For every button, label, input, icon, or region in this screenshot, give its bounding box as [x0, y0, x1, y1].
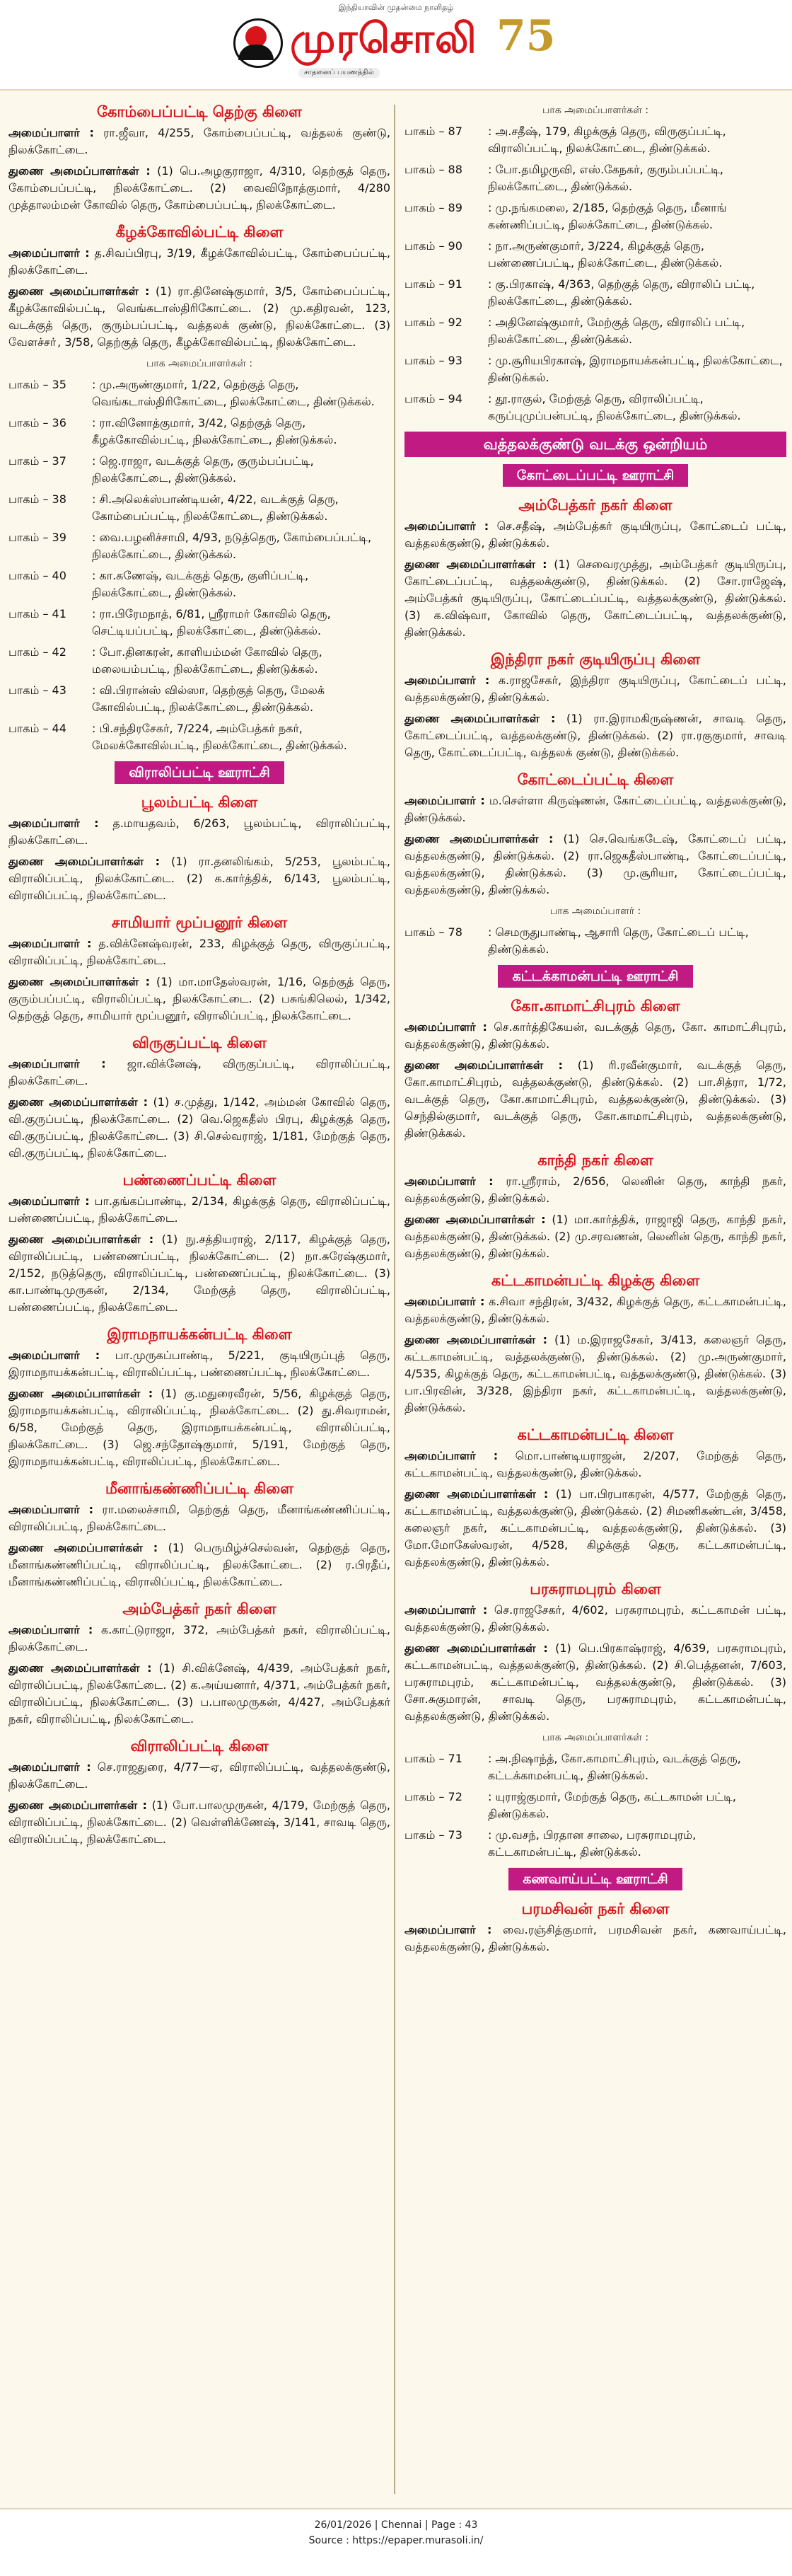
role-details: த.சிவப்பிரபு, 3/19, கீழக்கோவில்பட்டி, கோம்பைப்பட்டி, நிலக்கோட்டை. [8, 246, 391, 277]
booth-organisers-subheading: பாக அமைப்பாளர்கள் : [542, 105, 649, 116]
branch-heading: விருகுப்பட்டி கிளை [132, 1034, 267, 1051]
role-label: துணை அமைப்பாளர்கள் : [8, 1095, 148, 1109]
role-details: செ.கார்த்திகேயன், வடக்குத் தெரு, கோ. காமாட்சிபுரம், வத்தலக்குண்டு, திண்டுக்கல். [404, 1020, 787, 1051]
office-bearer-entry [404, 1019, 786, 1053]
office-bearer-entry [8, 853, 390, 904]
booth-entry [404, 391, 786, 424]
booth-organiser-details: : ரா.பிரேமநாத், 6/81, ஸ்ரீராமர் கோவில் தெரு, செட்டியப்பட்டி, நிலக்கோட்டை, திண்டுக்கல். [92, 607, 331, 637]
branch-heading: அம்பேத்கர் நகர் கிளை [518, 497, 672, 514]
role-details: (1) சி.விக்னேஷ், 4/439, அம்பேத்கர் நகர், விராலிப்பட்டி, நிலக்கோட்டை. (2) க.அய்யனார், 4/371, அம்பேத்கர் நகர், விராலிப்பட்டி, நிலக்கோட்டை. (3) ப.பாலமுருகன், 4/427, அம்பேத்கர் நகர், விராலிப்பட்டி, நிலக்கோட்டை. [8, 1661, 390, 1726]
panchayat-banner [404, 432, 786, 457]
booth-number: பாகம் – 78 [404, 925, 462, 939]
footer-date-page: 26/01/2026 | Chennai | Page : 43 [314, 2519, 478, 2531]
role-label: அமைப்பாளர் : [404, 519, 489, 533]
branch-heading: பரமசிவன் நகர் கிளை [521, 1900, 670, 1917]
role-label: அமைப்பாளர் : [404, 1174, 494, 1188]
booth-entry [404, 314, 786, 348]
office-bearer-entry [8, 1501, 390, 1535]
role-details: (1) மா.கார்த்திக், ராஜாஜி தெரு, காந்தி நகர், வத்தலக்குண்டு, திண்டுக்கல். (2) மு.சரவணன், லெனின் தெரு, காந்தி நகர், வத்தலக்குண்டு, திண்டுக்கல். [404, 1213, 786, 1260]
office-bearer-entry [404, 1448, 786, 1482]
role-details: (1) பெ.பிரகாஷ்ராஜ், 4/639, பரசுராமபுரம், கட்டகாமன்பட்டி, வத்தலக்குண்டு, திண்டுக்கல். (2) சி.பெத்தனன், 7/603, பரசுராமபுரம், கட்டகாமன்பட்டி, வத்தலக்குண்டு, திண்டுக்கல். (3) சோ.சுகுமாரன், சாவடி தெரு, பரசுராமபுரம், கட்டகாமன்பட்டி, வத்தலக்குண்டு, திண்டுக்கல். [404, 1641, 786, 1723]
booth-organiser-details: : யுராஜ்குமார், மேற்குத் தெரு, கட்டகாமன் பட்டி, திண்டுக்கல். [488, 1790, 736, 1820]
branch-heading: பரசுராமபுரம் கிளை [530, 1581, 661, 1598]
role-label: துணை அமைப்பாளர்கள் : [8, 855, 161, 868]
role-details: (1) செவைரமுத்து, அம்பேத்கர் குடியிருப்பு, கோட்டைப்பட்டி, வத்தலக்குண்டு, திண்டுக்கல். (2) சோ.ராஜேஷ், அம்பேத்கர் குடியிருப்பு, கோட்டைப்பட்டி, வத்தலக்குண்டு, திண்டுக்கல். (3) க.விஷ்வா, கோவில் தெரு, கோட்டைப்பட்டி, வத்தலக்குண்டு, திண்டுக்கல். [404, 558, 786, 639]
booth-entry [8, 376, 390, 410]
booth-number: பாகம் – 72 [404, 1790, 462, 1803]
role-label: அமைப்பாளர் : [8, 816, 99, 830]
newspaper-logo [233, 11, 559, 79]
booth-entry [8, 644, 390, 678]
booth-entry [404, 1789, 786, 1823]
panchayat-banner-label: கட்டக்காமன்பட்டி ஊராட்சி [498, 965, 692, 988]
booth-organiser-details: : அ.சதீஷ், 179, கிழக்குத் தெரு, விருகுப்பட்டி, விராலிப்பட்டி, நிலக்கோட்டை, திண்டுக்கல். [488, 125, 726, 155]
booth-organiser-details: : மு.அருண்குமார், 1/22, தெற்குத் தெரு, வெங்கடாஸ்திரிகோட்டை, நிலக்கோட்டை, திண்டுக்கல். [92, 378, 375, 408]
role-label: அமைப்பாளர் : [8, 937, 92, 950]
role-label: துணை அமைப்பாளர்கள் : [404, 1487, 549, 1501]
booth-entry [404, 1750, 786, 1784]
role-details: (1) ரா.தனலிங்கம், 5/253, பூலம்பட்டி, விராலிப்பட்டி, நிலக்கோட்டை. (2) க.கார்த்திக், 6/143, பூலம்பட்டி, விராலிப்பட்டி, நிலக்கோட்டை. [8, 855, 390, 902]
role-details: ஜா.விக்னேஷ், விருகுப்பட்டி, விராலிப்பட்டி, நிலக்கோட்டை. [8, 1057, 391, 1087]
booth-number: பாகம் – 93 [404, 354, 462, 367]
role-details: பா.தங்கப்பாண்டி, 2/134, கிழக்குத் தெரு, விராலிப்பட்டி, பண்ணைப்பட்டி, நிலக்கோட்டை. [8, 1194, 391, 1225]
booth-number: பாகம் – 39 [8, 531, 66, 544]
office-bearer-entry [8, 1622, 390, 1656]
office-bearer-entry [404, 1486, 786, 1571]
role-details: (1) ச.முத்து, 1/142, அம்மன் கோவில் தெரு, வி.குருப்பட்டி, நிலக்கோட்டை. (2) வெ.ஜெகதீஸ் பிரபு, கிழக்குத் தெரு, வி.குருப்பட்டி, நிலக்கோட்டை. (3) சி.செல்வராஜ், 1/181, மேற்குத் தெரு, வி.குருப்பட்டி, நிலக்கோட்டை. [8, 1095, 390, 1160]
role-details: ரா.ஸ்ரீராம், 2/656, லெனின் தெரு, காந்தி நகர், வத்தலக்குண்டு, திண்டுக்கல். [404, 1174, 786, 1205]
office-bearer-entry [8, 1231, 390, 1316]
role-details: க.ராஜசேகர், இந்திரா குடியிருப்பு, கோட்டைப் பட்டி, வத்தலக்குண்டு, திண்டுக்கல். [404, 674, 786, 704]
role-label: துணை அமைப்பாளர்கள் : [404, 1058, 563, 1072]
role-label: துணை அமைப்பாளர்கள் : [8, 284, 150, 298]
booth-organiser-details: : சி.அலெக்ஸ்பாண்டியன், 4/22, வடக்குத் தெரு, கோம்பைப்பட்டி, நிலக்கோட்டை, திண்டுக்கல். [92, 492, 339, 523]
booth-number: பாகம் – 40 [8, 569, 66, 582]
branch-heading: கட்டகாமன்பட்டி கிளை [517, 1426, 674, 1443]
booth-number: பாகம் – 36 [8, 416, 66, 429]
office-bearer-entry [8, 1193, 390, 1227]
role-label: அமைப்பாளர் : [8, 126, 94, 139]
role-label: அமைப்பாளர் : [404, 1295, 485, 1308]
booth-number: பாகம் – 92 [404, 316, 462, 329]
branch-heading: பண்ணைப்பட்டி கிளை [122, 1172, 276, 1189]
booth-organiser-details: : கா.கணேஷ், வடக்குத் தெரு, குளிப்பட்டி, நிலக்கோட்டை, திண்டுக்கல். [92, 569, 309, 599]
booth-number: பாகம் – 91 [404, 277, 462, 291]
page-footer [0, 2517, 792, 2548]
role-label: அமைப்பாளர் : [404, 1603, 488, 1617]
office-bearer-entry [404, 1602, 786, 1636]
office-bearer-entry [404, 1640, 786, 1725]
role-details: (1) நு.சத்தியராஜ், 2/117, கிழக்குத் தெரு, விராலிப்பட்டி, பண்ணைப்பட்டி, நிலக்கோட்டை. (2) நா.சுரேஷ்குமார், 2/152, நடுத்தெரு, விராலிப்பட்டி, பண்ணைப்பட்டி, நிலக்கோட்டை. (3) கா.பாண்டிமுருகன், 2/134, மேற்குத் தெரு, விராலிப்பட்டி, பண்ணைப்பட்டி, நிலக்கோட்டை. [8, 1232, 391, 1314]
role-details: (1) ரா.தினேஷ்குமார், 3/5, கோம்பைப்பட்டி, கீழக்கோவில்பட்டி, வெங்கடாஸ்திரிகோட்டை. (2) மு.கதிரவன், 123, வடக்குத் தெரு, குரும்பப்பட்டி, வத்தலக் குண்டு, நிலக்கோட்டை. (3) வேளச்சா், 3/58, தெற்குத் தெரு, கீழக்கோவில்பட்டி, நிலக்கோட்டை. [8, 284, 390, 349]
role-details: (1) ம.இராஜசேகர், 3/413, கலைஞர் தெரு, கட்டகாமன்பட்டி, வத்தலக்குண்டு, திண்டுக்கல். (2) மு.அருண்குமார், 4/535, கிழக்குத் தெரு, கட்டகாமன்பட்டி, வத்தலக்குண்டு, திண்டுக்கல். (3) பா.பிரவின், 3/328, இந்திரா நகர், கட்டகாமன்பட்டி, வத்தலக்குண்டு, திண்டுக்கல். [404, 1333, 786, 1414]
anniversary-mark: 75 [496, 11, 556, 61]
booth-number: பாகம் – 90 [404, 239, 462, 253]
role-details: செ.ராஜதுரை, 4/77—ஏ, விராலிப்பட்டி, வத்தலக்குண்டு, நிலக்கோட்டை. [8, 1760, 391, 1791]
role-label: துணை அமைப்பாளர்கள் : [404, 1641, 548, 1655]
column-divider [394, 105, 395, 2494]
branch-heading: கோ.காமாட்சிபுரம் கிளை [511, 998, 680, 1015]
booth-organiser-details: : நா.அருண்குமார், 3/224, கிழக்குத் தெரு, பண்ணைப்பட்டி, நிலக்கோட்டை, திண்டுக்கல். [488, 239, 723, 270]
office-bearer-entry [8, 283, 390, 351]
role-details: செ.சதீஷ், அம்பேத்கர் குடியிருப்பு, கோட்டைப் பட்டி, வத்தலக்குண்டு, திண்டுக்கல். [404, 519, 787, 550]
booth-organiser-details: : மு.சூரியபிரகாஷ், இராமநாயக்கன்பட்டி, நிலக்கோட்டை, திண்டுக்கல். [488, 354, 783, 384]
role-details: ரா.மலைச்சாமி, தெற்குத் தெரு, மீனாங்கண்ணிப்பட்டி, விராலிப்பட்டி, நிலக்கோட்டை. [8, 1503, 390, 1533]
booth-number: பாகம் – 87 [404, 125, 462, 138]
office-bearer-entry [404, 518, 786, 552]
role-details: ரா.ஜீவா, 4/255, கோம்பைப்பட்டி, வத்தலக் குண்டு, நிலக்கோட்டை. [8, 126, 390, 156]
office-bearer-entry [8, 1759, 390, 1793]
booth-entry [404, 200, 786, 233]
role-label: அமைப்பாளர் : [8, 1194, 90, 1208]
booth-entry [8, 415, 390, 449]
office-bearer-entry [404, 1922, 786, 1956]
masthead-tagline: இந்தியாவின் முதன்மை நாளிதழ் [338, 3, 454, 12]
role-label: துணை அமைப்பாளர்கள் : [8, 1387, 153, 1400]
branch-heading: காந்தி நகர் கிளை [537, 1152, 653, 1169]
role-details: பா.முருகப்பாண்டி, 5/221, குடியிருப்புத் தெரு, இராமநாயக்கன்பட்டி, விராலிப்பட்டி, பண்ணைப்பட்டி, நிலக்கோட்டை. [8, 1348, 391, 1379]
role-details: (1) போ.பாலமுருகன், 4/179, மேற்குத் தெரு, விராலிப்பட்டி, நிலக்கோட்டை. (2) வெள்ளிக்ணேஷ், 3/141, சாவடி தெரு, விராலிப்பட்டி, நிலக்கோட்டை. [8, 1798, 390, 1846]
branch-heading: அம்பேத்கர் நகர் கிளை [122, 1600, 276, 1617]
role-label: துணை அமைப்பாளர்கள் : [8, 164, 151, 178]
panchayat-banner-label: விராலிப்பட்டி ஊராட்சி [115, 761, 284, 784]
booth-entry [8, 606, 390, 640]
panchayat-banner [404, 965, 786, 988]
office-bearer-entry [404, 1173, 786, 1207]
role-label: அமைப்பாளர் : [404, 1020, 487, 1034]
office-bearer-entry [404, 1332, 786, 1416]
role-details: (1) செ.வெங்கடேஷ், கோட்டைப் பட்டி, வத்தலக்குண்டு, திண்டுக்கல். (2) ரா.ஜெகதீஸ்பாண்டி, கோட்டைப்பட்டி, வத்தலக்குண்டு, திண்டுக்கல். (3) மு.சூரியா, கோட்டைப்பட்டி, வத்தலக்குண்டு, திண்டுக்கல். [404, 832, 786, 896]
union-banner-label: வத்தலக்குண்டு வடக்கு ஒன்றியம் [404, 432, 786, 457]
role-label: துணை அமைப்பாளர்கள் : [404, 1333, 548, 1346]
office-bearer-entry [8, 1347, 390, 1381]
booth-organiser-details: : பி.சந்திரசேகர், 7/224, அம்பேத்கர் நகர், மேலக்கோவில்பட்டி, நிலக்கோட்டை, திண்டுக்கல். [92, 722, 347, 752]
role-details: மொ.பாண்டியராஜன், 2/207, மேற்குத் தெரு, கட்டகாமன்பட்டி, வத்தலக்குண்டு, திண்டுக்கல். [404, 1449, 787, 1479]
office-bearer-entry [404, 831, 786, 899]
office-bearer-entry [404, 672, 786, 706]
role-details: (1) ரா.இராமகிருஷ்ணன், சாவடி தெரு, கோட்டைப்பட்டி, வத்தலக்குண்டு, திண்டுக்கல். (2) ரா.ரகுகுமார், சாவடி தெரு, கோட்டைப்பட்டி, வத்தலக் குண்டு, திண்டுக்கல். [404, 712, 786, 759]
booth-number: பாகம் – 38 [8, 492, 66, 506]
role-label: துணை அமைப்பாளர்கள் : [8, 1798, 147, 1812]
booth-entry [8, 567, 390, 601]
booth-entry [404, 161, 786, 195]
booth-number: பாகம் – 41 [8, 607, 66, 620]
office-bearer-entry [8, 815, 390, 849]
role-label: அமைப்பாளர் : [8, 246, 90, 260]
booth-number: பாகம் – 89 [404, 201, 462, 214]
booth-number: பாகம் – 88 [404, 163, 462, 176]
booth-organiser-details: : போ.தமிழருவி, எஸ்.கேநகர், குரும்பப்பட்டி, நிலக்கோட்டை, திண்டுக்கல். [488, 163, 723, 193]
role-details: த.மாயதவம், 6/263, பூலம்பட்டி, விராலிப்பட்டி, நிலக்கோட்டை. [8, 816, 391, 847]
office-bearer-entry [8, 245, 390, 279]
office-bearer-entry [8, 1385, 390, 1470]
booth-number: பாகம் – 42 [8, 645, 66, 659]
branch-heading: சாமியார் மூப்பனூர் கிளை [111, 914, 288, 931]
booth-number: பாகம் – 35 [8, 378, 66, 391]
branch-heading: கோம்பைப்பட்டி தெற்கு கிளை [97, 103, 302, 120]
office-bearer-entry [8, 1094, 390, 1162]
footer-source: Source : https://epaper.murasoli.in/ [308, 2535, 484, 2546]
role-details: (1) மா.மாதேஸ்வரன், 1/16, தெற்குத் தெரு, குரும்பப்பட்டி, விராலிப்பட்டி, நிலக்கோட்டை. (2) பசுங்கிலெல், 1/342, தெற்குத் தெரு, சாமியார் மூப்பனூர், விராலிப்பட்டி, நிலக்கோட்டை. [8, 975, 390, 1022]
booth-entry [404, 123, 786, 157]
role-label: துணை அமைப்பாளர்கள் : [404, 558, 547, 571]
booth-entry [8, 720, 390, 754]
role-details: செ.ராஜசேகர், 4/602, பரசுராமபுரம், கட்டகாமன் பட்டி, வத்தலக்குண்டு, திண்டுக்கல். [404, 1603, 787, 1634]
role-details: (1) ரி.ரவீன்குமார், வடக்குத் தெரு, கோ.காமாட்சிபுரம், வத்தலக்குண்டு, திண்டுக்கல். (2) பா.சித்ரா, 1/72, வடக்குத் தெரு, கோ.காமாட்சிபுரம், வத்தலக்குண்டு, திண்டுக்கல். (3) செந்தில்குமார், வடக்குத் தெரு, கோ.காமாட்சிபுரம், வத்தலக்குண்டு, திண்டுக்கல். [404, 1058, 786, 1140]
office-bearer-entry [404, 1293, 786, 1327]
office-bearer-entry [8, 125, 390, 158]
office-bearer-entry [8, 1540, 390, 1590]
booth-organiser-details: : அதினேஷ்குமார், மேற்குத் தெரு, விராலிப் பட்டி, நிலக்கோட்டை, திண்டுக்கல். [488, 316, 745, 346]
office-bearer-entry [8, 1056, 390, 1090]
booth-entry [8, 491, 390, 525]
role-details: (1) பா.பிரபாகரன், 4/577, மேற்குத் தெரு, கட்டகாமன்பட்டி, வத்தலக்குண்டு, திண்டுக்கல். (2) சிமணிகண்டன், 3/458, கலைஞர் நகர், கட்டகாமன்பட்டி, வத்தலக்குண்டு, திண்டுக்கல். (3) மோ.மோகேஸ்வரன், 4/528, கிழக்குத் தெரு, கட்டகாமன்பட்டி, வத்தலக்குண்டு, திண்டுக்கல். [404, 1487, 787, 1569]
booth-organiser-details: : போ.தினகரன், காளியம்மன் கோவில் தெரு, மலையம்பட்டி, நிலக்கோட்டை, திண்டுக்கல். [92, 645, 322, 676]
office-bearer-entry [404, 710, 786, 761]
booth-entry [404, 924, 786, 958]
role-details: ம.செள்ளா கிருஷ்ணன், கோட்டைப்பட்டி, வத்தலக்குண்டு, திண்டுக்கல். [404, 794, 786, 824]
role-details: க.சிவா சந்திரன், 3/432, கிழக்குத் தெரு, கட்டகாமன்பட்டி, வத்தலக்குண்டு, திண்டுக்கல். [404, 1295, 786, 1325]
booth-organiser-details: : ரா.வினோத்குமார், 3/42, தெற்குத் தெரு, கீழக்கோவில்பட்டி, நிலக்கோட்டை, திண்டுக்கல். [92, 416, 337, 446]
booth-organiser-details: : தூ.ராகுல், மேற்குத் தெரு, விராலிப்பட்டி, கருப்புமுப்பன்பட்டி, நிலக்கோட்டை, திண்டுக்கல். [488, 392, 741, 422]
role-label: அமைப்பாளர் : [404, 794, 485, 807]
booth-organiser-details: : கு.பிரகாஷ், 4/363, தெற்குத் தெரு, விராலிப் பட்டி, நிலக்கோட்டை, திண்டுக்கல். [488, 277, 755, 308]
rising-sun-emblem-icon [233, 18, 283, 68]
office-bearer-entry [404, 1211, 786, 1262]
role-label: துணை அமைப்பாளர்கள் : [8, 975, 150, 988]
role-details: வை.ரஞ்சித்குமார், பரமசிவன் நகர், கணவாய்பட்டி, வத்தலக்குண்டு, திண்டுக்கல். [404, 1923, 787, 1953]
booth-organiser-details: : அ.நிஷாந்த், கோ.காமாட்சிபுரம், வடக்குத் தெரு, கட்டக்காமன்பட்டி, திண்டுக்கல். [488, 1752, 741, 1782]
role-details: (1) பெ.அழகுராஜா, 4/310, தெற்குத் தெரு, கோம்பைப்பட்டி, நிலக்கோட்டை. (2) வைவிநோத்குமார், 4/280 முத்தாலம்மன் கோவில் தெரு, கோம்பைப்பட்டி, நிலக்கோட்டை. [8, 164, 390, 212]
booth-entry [8, 682, 390, 716]
booth-number: பாகம் – 71 [404, 1752, 462, 1765]
masthead [0, 0, 792, 83]
panchayat-banner-label: கணவாய்பட்டி ஊராட்சி [508, 1868, 682, 1890]
newspaper-name: முரசொலி [290, 14, 477, 62]
role-label: துணை அமைப்பாளர்கள் : [404, 1213, 546, 1226]
panchayat-banner [404, 1868, 786, 1890]
role-label: அமைப்பாளர் : [8, 1623, 93, 1636]
office-bearer-entry [404, 556, 786, 641]
role-label: அமைப்பாளர் : [8, 1348, 100, 1362]
booth-organisers-subheading: பாக அமைப்பாளர்கள் : [146, 358, 253, 369]
panchayat-banner [8, 761, 390, 784]
booth-organiser-details: : வை.பழனிச்சாமி, 4/93, நடுத்தெரு, கோம்பைப்பட்டி, நிலக்கோட்டை, திண்டுக்கல். [92, 531, 372, 561]
booth-organisers-subheading: பாக அமைப்பாளர்கள் : [542, 1732, 649, 1743]
booth-entry [8, 529, 390, 563]
booth-entry [404, 238, 786, 272]
left-column [8, 98, 390, 2501]
booth-number: பாகம் – 44 [8, 722, 66, 735]
role-details: (1) பெருமிழ்ச்செல்வன், தெற்குத் தெரு, மீனாங்கண்ணிப்பட்டி, விராலிப்பட்டி, நிலக்கோட்டை. (2) ர.பிரதீப், மீனாங்கண்ணிப்பட்டி, விராலிப்பட்டி, நிலக்கோட்டை. [8, 1541, 390, 1588]
newspaper-page [0, 89, 792, 2509]
panchayat-banner-label: கோட்டைப்பட்டி ஊராட்சி [503, 464, 689, 487]
booth-organiser-details: : செமருதுபாண்டி, ஆசாரி தெரு, கோட்டைப் பட்டி, திண்டுக்கல். [488, 925, 749, 956]
role-label: அமைப்பாளர் : [404, 674, 490, 687]
office-bearer-entry [8, 974, 390, 1024]
masthead-subtitle: சாதனைப் பயணத்தில் [298, 68, 380, 78]
role-label: துணை அமைப்பாளர்கள் : [8, 1661, 152, 1675]
role-label: அமைப்பாளர் : [404, 1449, 499, 1462]
office-bearer-entry [404, 1057, 786, 1142]
role-label: அமைப்பாளர் : [404, 1923, 492, 1936]
booth-number: பாகம் – 73 [404, 1828, 462, 1842]
role-details: க.காட்டுராஜா, 372, அம்பேத்கர் நகர், விராலிப்பட்டி, நிலக்கோட்டை. [8, 1623, 391, 1653]
role-label: துணை அமைப்பாளர்கள் : [8, 1541, 158, 1554]
office-bearer-entry [8, 1797, 390, 1848]
panchayat-banner [404, 464, 786, 487]
booth-number: பாகம் – 43 [8, 683, 66, 697]
office-bearer-entry [8, 935, 390, 969]
booth-entry [404, 276, 786, 310]
branch-heading: கீழக்கோவில்பட்டி கிளை [115, 224, 284, 241]
branch-heading: விராலிப்பட்டி கிளை [130, 1738, 269, 1755]
branch-heading: கட்டகாமன்பட்டி கிழக்கு கிளை [491, 1272, 700, 1289]
role-label: அமைப்பாளர் : [8, 1760, 91, 1774]
role-label: அமைப்பாளர் : [8, 1057, 106, 1070]
booth-number: பாகம் – 94 [404, 392, 462, 405]
booth-entry [404, 352, 786, 386]
branch-heading: மீனாங்கண்ணிப்பட்டி கிளை [105, 1480, 294, 1497]
branch-heading: கோட்டைப்பட்டி கிளை [517, 771, 674, 788]
role-details: த.விக்னேஷ்வரன், 233, கிழக்குத் தெரு, விருகுப்பட்டி, விராலிப்பட்டி, நிலக்கோட்டை. [8, 937, 390, 967]
role-label: அமைப்பாளர் : [8, 1503, 93, 1516]
booth-organiser-details: : மு.வசந், பிரதான சாலை, பரசுராமபுரம், கட்டகாமன்பட்டி, திண்டுக்கல். [488, 1828, 697, 1859]
booth-organisers-subheading: பாக அமைப்பாளர் : [549, 906, 641, 917]
office-bearer-entry [8, 1660, 390, 1728]
booth-organiser-details: : வி.பிரான்ஸ் வில்ஸா, தெற்குத் தெரு, மேலக் கோவில்பட்டி, நிலக்கோட்டை, திண்டுக்கல். [92, 683, 325, 714]
booth-number: பாகம் – 37 [8, 454, 66, 468]
branch-heading: இந்திரா நகர் குடியிருப்பு கிளை [490, 651, 701, 668]
office-bearer-entry [404, 792, 786, 826]
role-details: (1) கு.மதுரைவீரன், 5/56, கிழக்குத் தெரு, இராமநாயக்கன்பட்டி, விராலிப்பட்டி, நிலக்கோட்டை. (2) து.சிவராமன், 6/58, மேற்குத் தெரு, இராமநாயக்கன்பட்டி, விராலிப்பட்டி, நிலக்கோட்டை. (3) ஜெ.சந்தோஷ்குமார், 5/191, மேற்குத் தெரு, இராமநாயக்கன்பட்டி, விராலிப்பட்டி, நிலக்கோட்டை. [8, 1387, 390, 1468]
role-label: துணை அமைப்பாளர்கள் : [8, 1232, 154, 1246]
branch-heading: இராமநாயக்கன்பட்டி கிளை [107, 1326, 292, 1343]
branch-heading: பூலம்பட்டி கிளை [141, 794, 258, 811]
role-label: துணை அமைப்பாளர்கள் : [404, 832, 554, 845]
booth-entry [404, 1827, 786, 1861]
right-column [404, 98, 786, 2501]
booth-entry [8, 453, 390, 487]
role-label: துணை அமைப்பாளர்கள் : [404, 712, 556, 725]
office-bearer-entry [8, 163, 390, 214]
booth-organiser-details: : மு.நங்கமலை, 2/185, தெற்குத் தெரு, மீனாங் கண்ணிப்பட்டி, நிலக்கோட்டை, திண்டுக்கல். [488, 201, 727, 231]
booth-organiser-details: : ஜெ.ராஜா, வடக்குத் தெரு, குரும்பப்பட்டி, நிலக்கோட்டை, திண்டுக்கல். [92, 454, 314, 485]
